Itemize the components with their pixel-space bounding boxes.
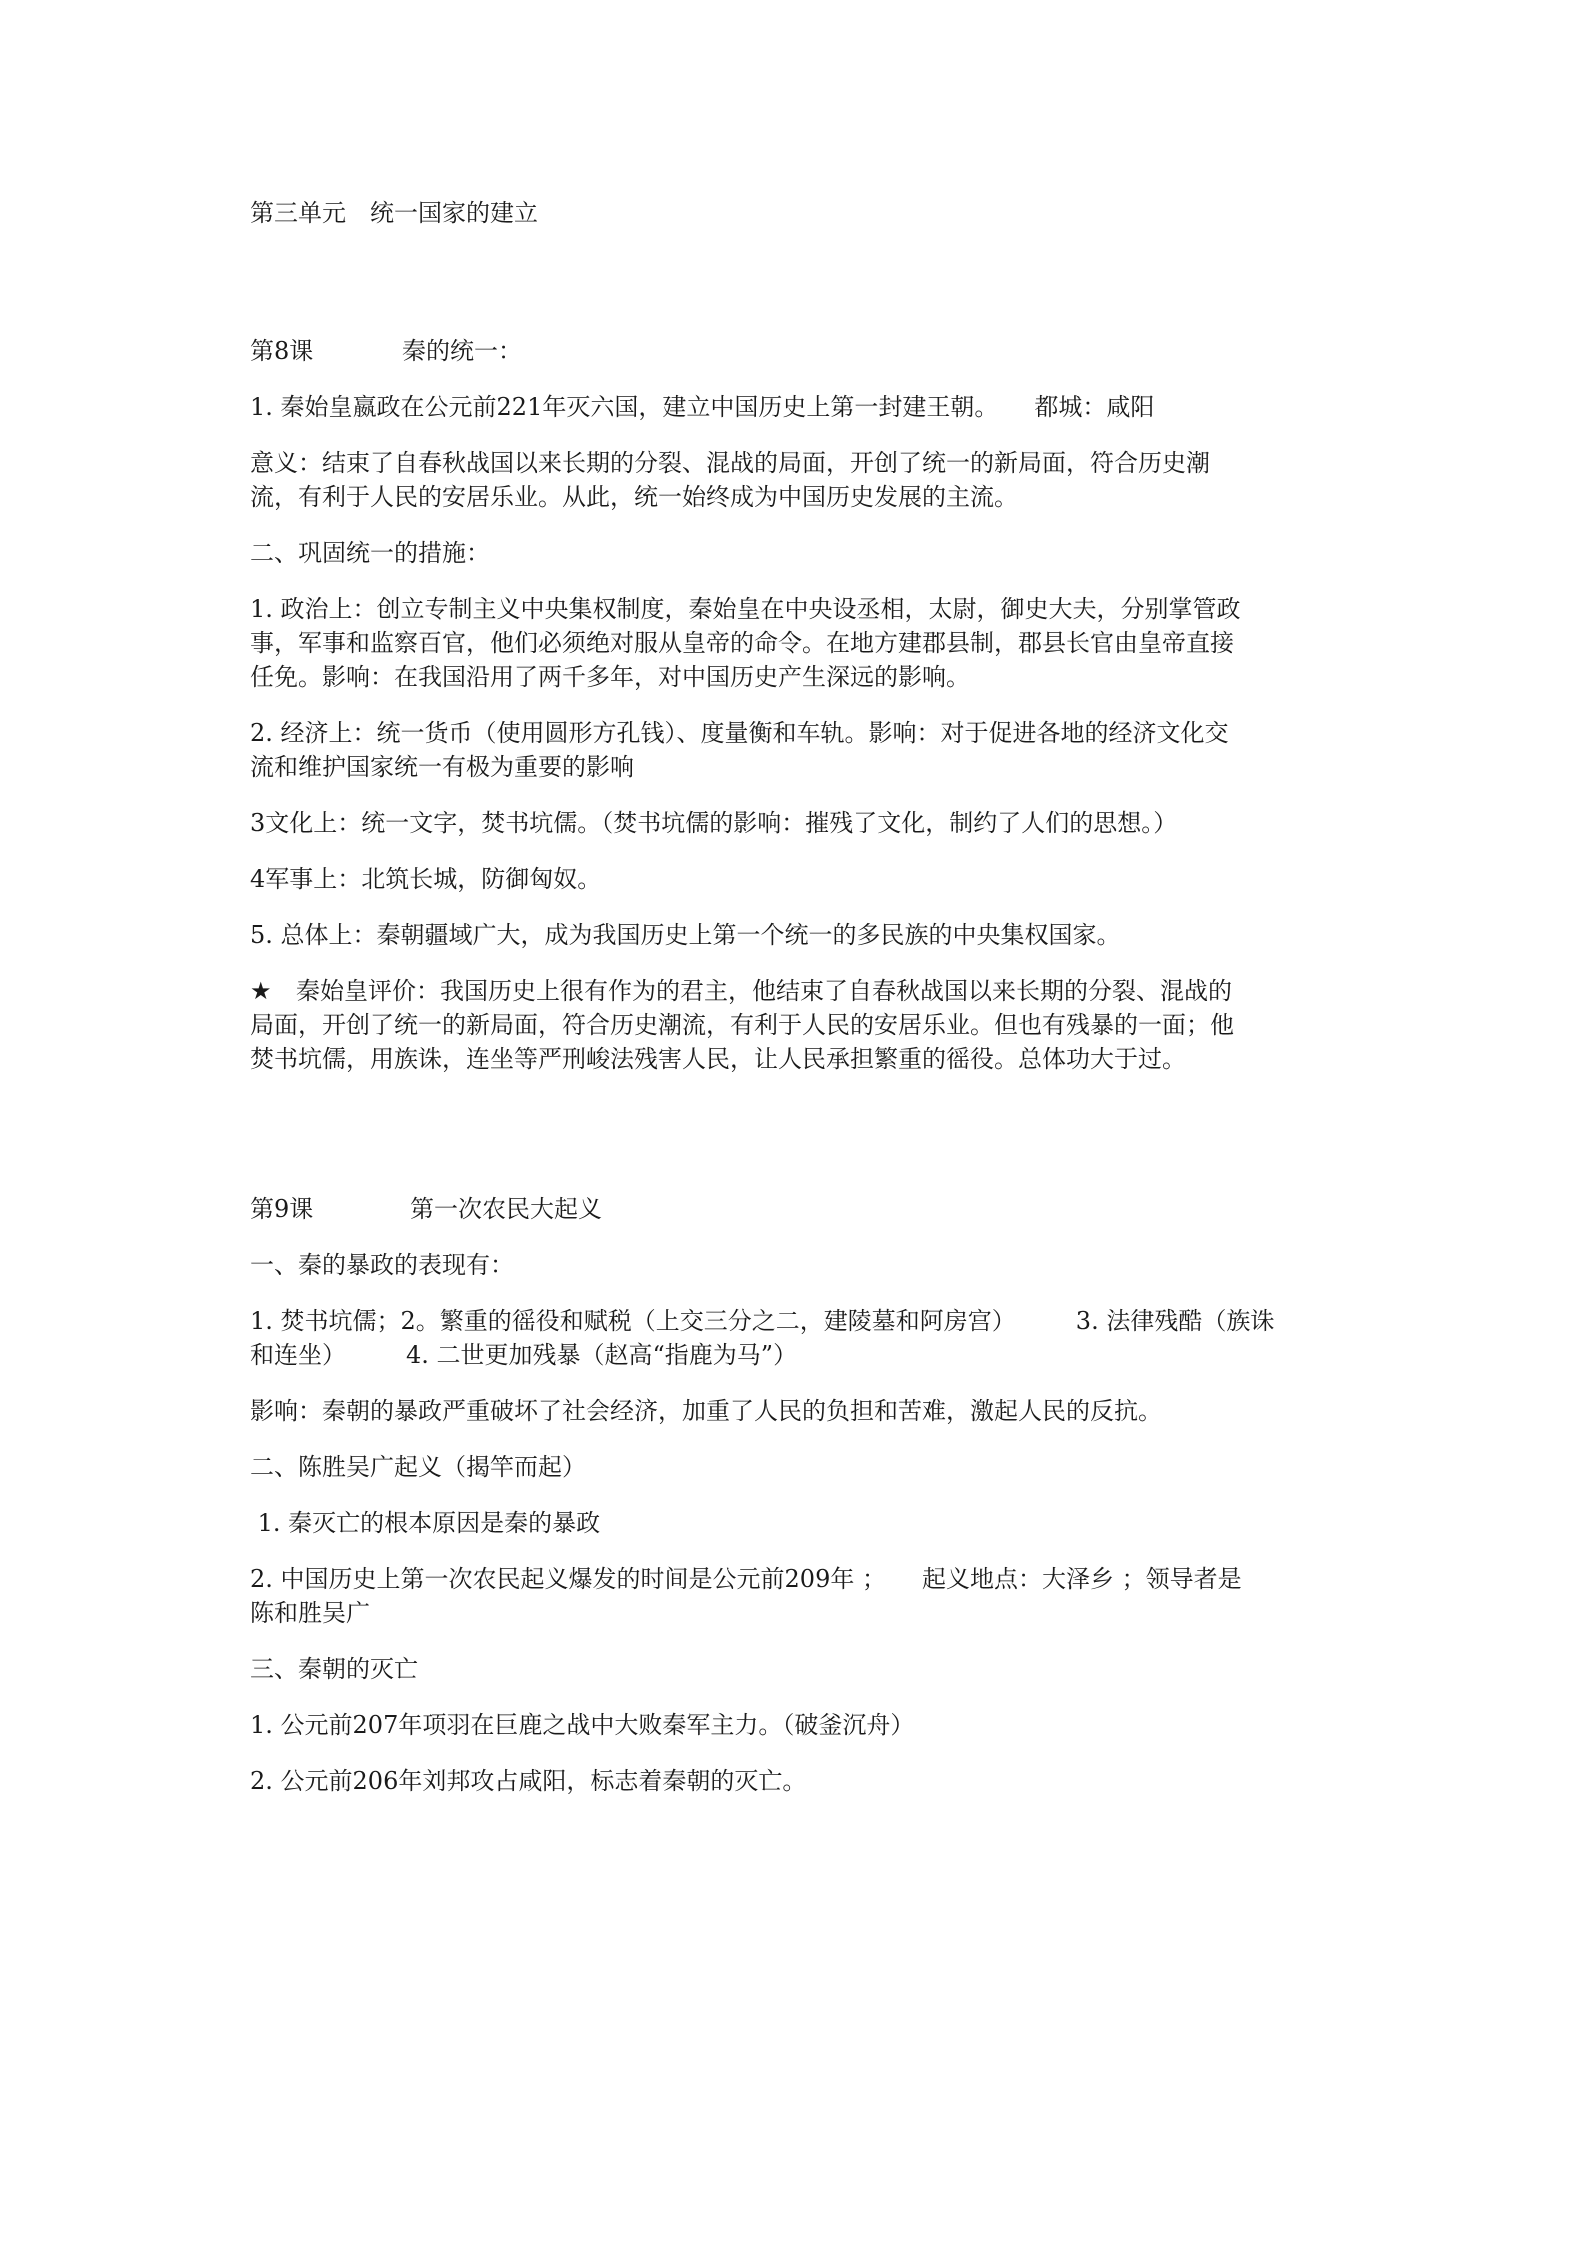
- military-measures: 4军事上：北筑长城，防御匈奴。: [250, 865, 602, 893]
- economic-line: 2. 经济上：统一货币（使用圆形方孔钱）、度量衡和车轨。影响：对于促进各地的经济文化交: [250, 719, 1229, 747]
- economic-line: 流和维护国家统一有极为重要的影响: [250, 753, 634, 781]
- significance-line: 流，有利于人民的安居乐业。从此，统一始终成为中国历史发展的主流。: [250, 483, 1018, 511]
- lesson8-item1: 1. 秦始皇嬴政在公元前221年灭六国，建立中国历史上第一封建王朝。 都城：咸阳: [250, 393, 1155, 421]
- fall-heading: 三、秦朝的灭亡: [250, 1655, 418, 1683]
- lesson8-title: 秦的统一：: [402, 337, 522, 365]
- document-page: [250, 196, 1360, 1798]
- star-icon: ★: [250, 977, 272, 1005]
- political-line: 事，军事和监察百官，他们必须绝对服从皇帝的命令。在地方建郡县制，郡县长官由皇帝直接: [250, 629, 1234, 657]
- tyranny-line: 1. 焚书坑儒；2。繁重的徭役和赋税（上交三分之二，建陵墓和阿房宫） 3. 法律残酷（族诛: [250, 1307, 1275, 1335]
- lesson9-heading: [250, 1192, 1360, 1226]
- uprising-heading: 二、陈胜吴广起义（揭竿而起）: [250, 1453, 586, 1481]
- uprising-line: 陈和胜吴广: [250, 1599, 370, 1627]
- lesson9-number: 第9课: [250, 1195, 314, 1223]
- lesson8-number: 第8课: [250, 337, 314, 365]
- uprising-item1: 1. 秦灭亡的根本原因是秦的暴政: [250, 1509, 601, 1537]
- qin-shihuang-evaluation: [250, 974, 1360, 1076]
- evaluation-line: 局面，开创了统一的新局面，符合历史潮流，有利于人民的安居乐业。但也有残暴的一面；他: [250, 1011, 1234, 1039]
- measures-heading: 二、巩固统一的措施：: [250, 539, 490, 567]
- significance-line: 意义：结束了自春秋战国以来长期的分裂、混战的局面，开创了统一的新局面，符合历史潮: [250, 449, 1210, 477]
- evaluation-line: 焚书坑儒，用族诛，连坐等严刑峻法残害人民，让人民承担繁重的徭役。总体功大于过。: [250, 1045, 1186, 1073]
- fall-item1: 1. 公元前207年项羽在巨鹿之战中大败秦军主力。（破釜沉舟）: [250, 1711, 915, 1739]
- uprising-item2: [250, 1562, 1360, 1630]
- uprising-line: 2. 中国历史上第一次农民起义爆发的时间是公元前209年 ； 起义地点：大泽乡 ；领导者是: [250, 1565, 1242, 1593]
- tyranny-list: [250, 1304, 1360, 1372]
- tyranny-line: 和连坐） 4. 二世更加残暴（赵高“指鹿为马”）: [250, 1341, 798, 1369]
- political-line: 1. 政治上：创立专制主义中央集权制度，秦始皇在中央设丞相，太尉，御史大夫，分别掌管政: [250, 595, 1241, 623]
- lesson9-title: 第一次农民大起义: [410, 1195, 602, 1223]
- tyranny-heading: 一、秦的暴政的表现有：: [250, 1251, 514, 1279]
- political-line: 任免。影响：在我国沿用了两千多年，对中国历史产生深远的影响。: [250, 663, 970, 691]
- unit-title: 第三单元 统一国家的建立: [250, 199, 538, 227]
- political-measures: [250, 592, 1360, 694]
- evaluation-line: 秦始皇评价：我国历史上很有作为的君主，他结束了自春秋战国以来长期的分裂、混战的: [296, 977, 1232, 1005]
- overall-summary: 5. 总体上：秦朝疆域广大，成为我国历史上第一个统一的多民族的中央集权国家。: [250, 921, 1121, 949]
- lesson8-significance: [250, 446, 1360, 514]
- fall-item2: 2. 公元前206年刘邦攻占咸阳，标志着秦朝的灭亡。: [250, 1767, 807, 1795]
- economic-measures: [250, 716, 1360, 784]
- lesson8-heading: [250, 334, 1360, 368]
- tyranny-impact: 影响：秦朝的暴政严重破坏了社会经济，加重了人民的负担和苦难，激起人民的反抗。: [250, 1397, 1162, 1425]
- cultural-measures: 3文化上：统一文字，焚书坑儒。（焚书坑儒的影响：摧残了文化，制约了人们的思想。）: [250, 809, 1178, 837]
